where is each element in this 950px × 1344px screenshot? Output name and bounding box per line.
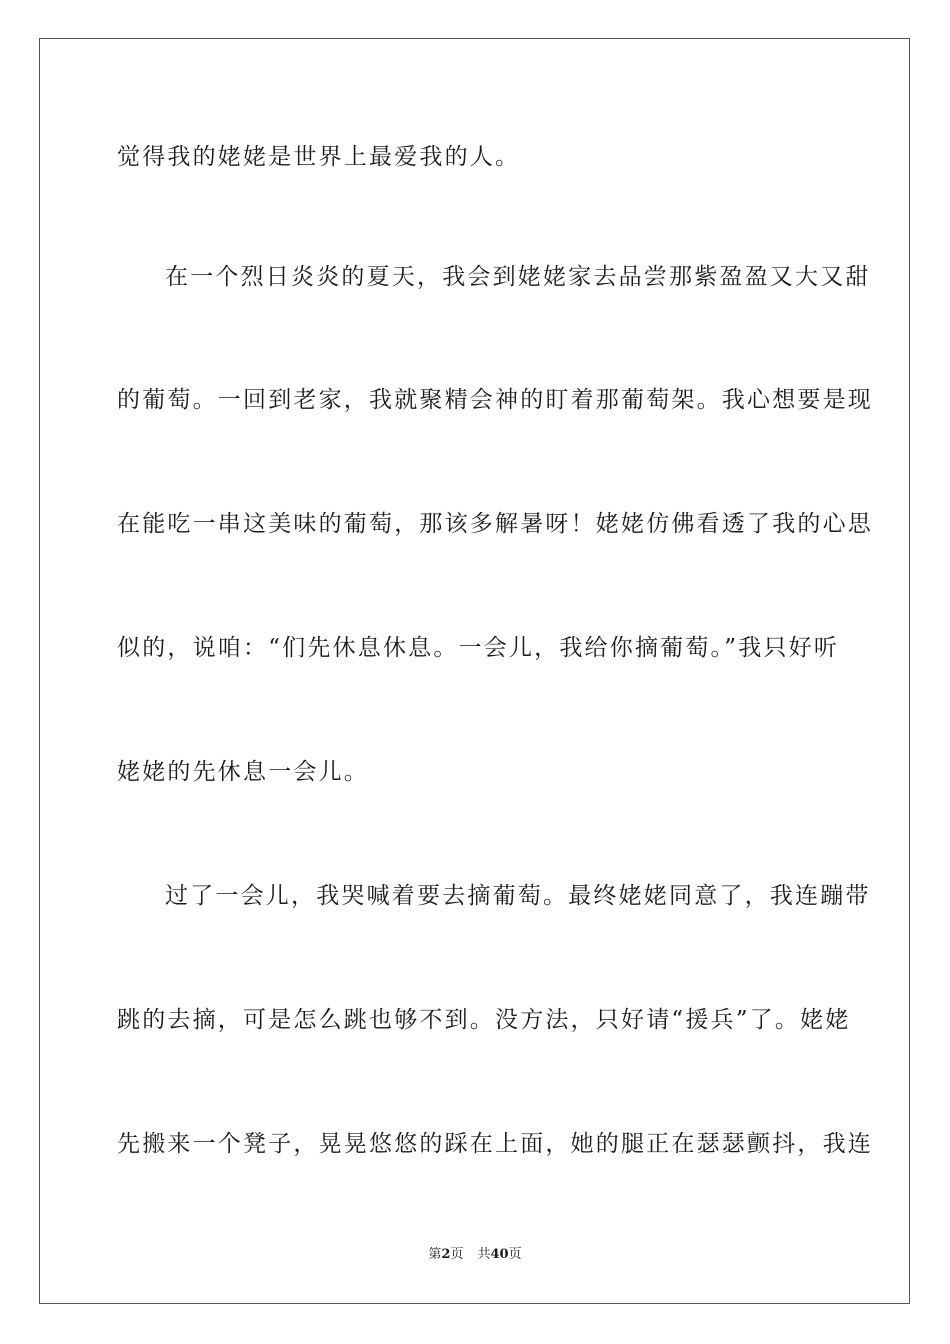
footer-page-prefix: 第 bbox=[428, 1247, 442, 1262]
footer-page-number: 2 bbox=[441, 1247, 451, 1262]
paragraph-1-line-3: 在能吃一串这美味的葡萄，那该多解暑呀！姥姥仿佛看透了我的心思 bbox=[117, 511, 873, 537]
page-footer bbox=[0, 1246, 950, 1264]
paragraph-1-line-2: 的葡萄。一回到老家，我就聚精会神的盯着那葡萄架。我心想要是现 bbox=[117, 387, 873, 413]
footer-total-suffix: 页 bbox=[508, 1247, 522, 1262]
page-border bbox=[39, 38, 910, 1304]
paragraph-2-line-2: 跳的去摘，可是怎么跳也够不到。没方法，只好请“援兵”了。姥姥 bbox=[117, 1007, 851, 1033]
paragraph-1-line-5: 姥姥的先休息一会儿。 bbox=[117, 759, 369, 785]
paragraph-2-line-1: 过了一会儿，我哭喊着要去摘葡萄。最终姥姥同意了，我连蹦带 bbox=[165, 883, 871, 909]
text-line-1: 觉得我的姥姥是世界上最爱我的人。 bbox=[117, 144, 521, 170]
footer-page-suffix: 页 bbox=[450, 1247, 464, 1262]
paragraph-1-line-1: 在一个烈日炎炎的夏天，我会到姥姥家去品尝那紫盈盈又大又甜 bbox=[165, 264, 871, 290]
footer-total-pages: 40 bbox=[490, 1247, 509, 1262]
paragraph-1-line-4: 似的，说咱：“们先休息休息。一会儿，我给你摘葡萄。”我只好听 bbox=[117, 635, 840, 661]
footer-total-prefix: 共 bbox=[477, 1247, 491, 1262]
paragraph-2-line-3: 先搬来一个凳子，晃晃悠悠的踩在上面，她的腿正在瑟瑟颤抖，我连 bbox=[117, 1131, 873, 1157]
